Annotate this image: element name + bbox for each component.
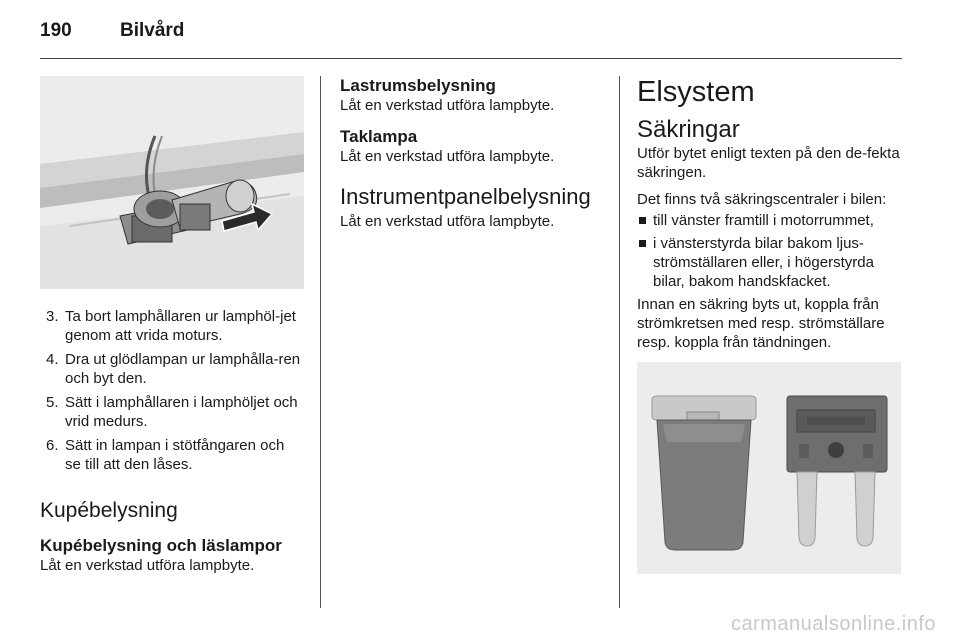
column-right bbox=[637, 76, 901, 574]
lastrum-title: Lastrumsbelysning bbox=[340, 76, 496, 95]
elsystem-title: Elsystem bbox=[637, 76, 755, 108]
list-item: i vänsterstyrda bilar bakom ljus-strömställaren eller, i högerstyrda bilar, bakom handskfacket. bbox=[637, 234, 901, 291]
watermark: carmanualsonline.info bbox=[730, 613, 936, 635]
header-rule bbox=[40, 58, 902, 59]
bullet-icon bbox=[639, 240, 646, 247]
fuse-box-list bbox=[637, 211, 901, 291]
step-item: 5. Sätt i lamphållaren i lamphöljet och vrid medurs. bbox=[46, 394, 298, 430]
step-item: 4. Dra ut glödlampan ur lamphålla-ren och byt den. bbox=[46, 351, 301, 387]
column-middle bbox=[340, 76, 602, 231]
column-left bbox=[40, 76, 304, 575]
fuse-illustration bbox=[637, 362, 901, 574]
sakringar-title: Säkringar bbox=[637, 116, 740, 143]
column-divider-1 bbox=[320, 76, 321, 608]
subsection-title: Kupébelysning och läslampor bbox=[40, 536, 282, 555]
intro-text: Utför bytet enligt texten på den de-fekta säkringen. bbox=[637, 145, 900, 181]
page-number: 190 bbox=[40, 20, 72, 41]
lead-text: Det finns två säkringscentraler i bilen: bbox=[637, 191, 887, 208]
lamp-holder-illustration bbox=[40, 76, 304, 289]
subsection-text: Låt en verkstad utföra lampbyte. bbox=[40, 557, 255, 574]
step-item: 3. Ta bort lamphållaren ur lamphöl-jet genom att vrida moturs. bbox=[46, 308, 296, 344]
note-text: Innan en säkring byts ut, koppla från strömkretsen med resp. strömställare resp. koppla från tändningen. bbox=[637, 296, 885, 351]
taklampa-text: Låt en verkstad utföra lampbyte. bbox=[340, 148, 555, 165]
taklampa-title: Taklampa bbox=[340, 127, 418, 146]
page-header bbox=[40, 20, 902, 50]
column-divider-2 bbox=[619, 76, 620, 608]
instrument-text: Låt en verkstad utföra lampbyte. bbox=[340, 213, 555, 230]
section-title-kupebelysning: Kupébelysning bbox=[40, 499, 178, 522]
lastrum-text: Låt en verkstad utföra lampbyte. bbox=[340, 97, 555, 114]
step-item: 6. Sätt in lampan i stötfångaren och se till att den låses. bbox=[46, 437, 285, 473]
list-item: till vänster framtill i motorrummet, bbox=[637, 211, 901, 230]
steps-list bbox=[40, 307, 304, 474]
instrument-title: Instrumentpanelbelysning bbox=[340, 184, 591, 209]
bullet-icon bbox=[639, 217, 646, 224]
chapter-title: Bilvård bbox=[120, 20, 185, 41]
